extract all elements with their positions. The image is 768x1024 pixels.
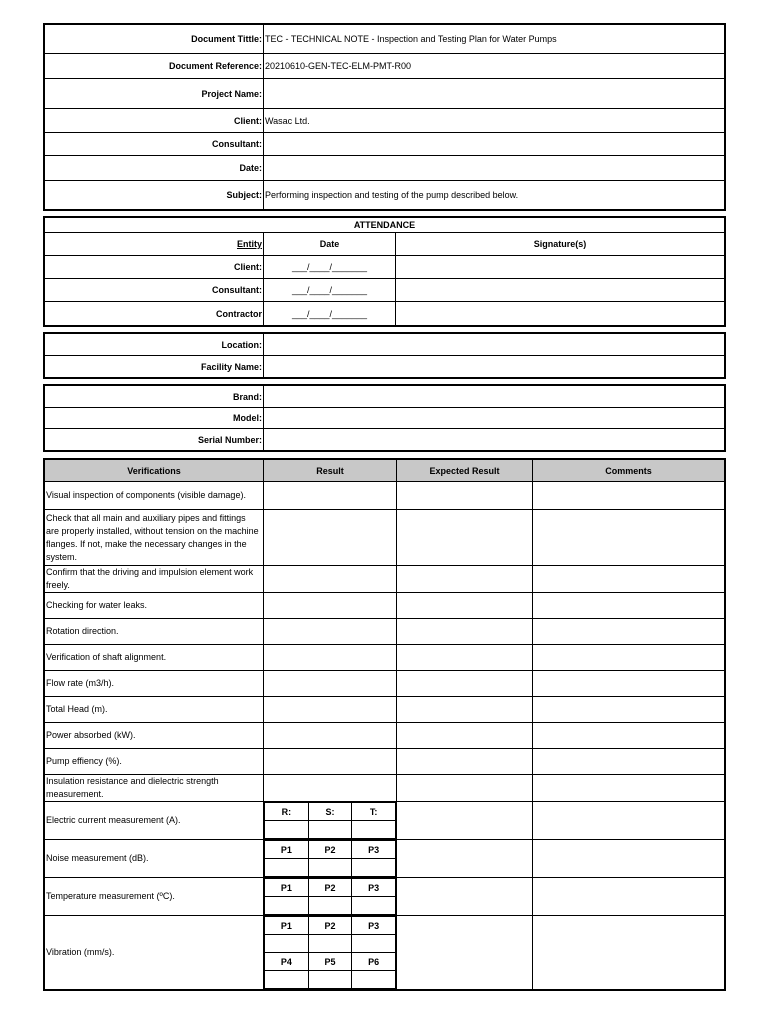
vibration-p5-label: P5 — [308, 953, 352, 971]
location-field[interactable] — [264, 334, 725, 356]
temperature-p2-value[interactable] — [308, 897, 352, 915]
document-reference-label: Document Reference: — [45, 54, 264, 79]
verifications-column-header: Verifications — [45, 460, 264, 482]
verification-item: Total Head (m). — [45, 697, 264, 723]
attendance-date-consultant[interactable]: ___/____/_______ — [264, 279, 396, 302]
temperature-measurement-label: Temperature measurement (ºC). — [45, 878, 264, 916]
table-row — [45, 482, 725, 510]
comments-cell[interactable] — [533, 645, 725, 671]
phase-s-value[interactable] — [308, 821, 352, 839]
expected-result-cell[interactable] — [397, 775, 533, 802]
attendance-signature-client[interactable] — [396, 256, 725, 279]
comments-cell[interactable] — [533, 510, 725, 566]
vibration-p1-label: P1 — [265, 917, 309, 935]
date-column-header: Date — [264, 233, 396, 256]
noise-p1-value[interactable] — [265, 859, 309, 877]
comments-cell[interactable] — [533, 878, 725, 916]
expected-result-cell[interactable] — [397, 802, 533, 840]
brand-field[interactable] — [264, 386, 725, 408]
serial-number-field[interactable] — [264, 429, 725, 451]
attendance-signature-consultant[interactable] — [396, 279, 725, 302]
vibration-p4-label: P4 — [265, 953, 309, 971]
vibration-p3-value[interactable] — [352, 935, 396, 953]
vibration-p6-label: P6 — [352, 953, 396, 971]
comments-cell[interactable] — [533, 840, 725, 878]
electric-current-label: Electric current measurement (A). — [45, 802, 264, 840]
result-cell[interactable] — [264, 749, 397, 775]
expected-result-cell[interactable] — [397, 840, 533, 878]
verification-item: Confirm that the driving and impulsion element work freely. — [45, 566, 264, 593]
verification-item: Checking for water leaks. — [45, 593, 264, 619]
verification-item: Power absorbed (kW). — [45, 723, 264, 749]
noise-p3-label: P3 — [352, 841, 396, 859]
date-label: Date: — [45, 156, 264, 181]
expected-result-cell[interactable] — [397, 566, 533, 593]
consultant-field[interactable] — [264, 133, 725, 156]
vibration-p2-label: P2 — [308, 917, 352, 935]
table-row — [45, 840, 725, 878]
result-cell[interactable] — [264, 671, 397, 697]
result-cell[interactable] — [264, 723, 397, 749]
comments-cell[interactable] — [533, 671, 725, 697]
table-row — [45, 697, 725, 723]
temperature-p3-value[interactable] — [352, 897, 396, 915]
verification-item: Visual inspection of components (visible damage). — [45, 482, 264, 510]
client-label: Client: — [45, 109, 264, 133]
verification-item: Flow rate (m3/h). — [45, 671, 264, 697]
attendance-title: ATTENDANCE — [45, 218, 725, 233]
noise-p2-label: P2 — [308, 841, 352, 859]
verification-item: Check that all main and auxiliary pipes and fittings are properly installed, without tension on the machine flanges. If not, make the necessary changes in the system. — [45, 510, 264, 566]
table-row — [45, 566, 725, 593]
table-row — [45, 916, 725, 990]
temperature-p1-label: P1 — [265, 879, 309, 897]
project-name-field[interactable] — [264, 79, 725, 109]
expected-result-cell[interactable] — [397, 593, 533, 619]
table-row — [45, 775, 725, 802]
result-cell[interactable] — [264, 593, 397, 619]
brand-label: Brand: — [45, 386, 264, 408]
expected-result-cell[interactable] — [397, 916, 533, 990]
expected-result-cell[interactable] — [397, 878, 533, 916]
facility-name-field[interactable] — [264, 356, 725, 378]
verification-item: Pump effiency (%). — [45, 749, 264, 775]
expected-result-cell[interactable] — [397, 697, 533, 723]
phase-t-label: T: — [352, 803, 396, 821]
verifications-table — [44, 459, 725, 990]
phase-r-value[interactable] — [265, 821, 309, 839]
temperature-measurement-result — [264, 878, 397, 916]
vibration-point-subgrid — [264, 916, 396, 989]
vibration-p2-value[interactable] — [308, 935, 352, 953]
comments-cell[interactable] — [533, 749, 725, 775]
result-cell[interactable] — [264, 619, 397, 645]
table-row — [45, 510, 725, 566]
noise-measurement-result — [264, 840, 397, 878]
subject-label: Subject: — [45, 181, 264, 210]
attendance-table — [44, 217, 725, 326]
table-row — [45, 749, 725, 775]
vibration-p5-value[interactable] — [308, 971, 352, 989]
comments-cell[interactable] — [533, 775, 725, 802]
temperature-p2-label: P2 — [308, 879, 352, 897]
expected-result-cell[interactable] — [397, 619, 533, 645]
comments-cell[interactable] — [533, 482, 725, 510]
result-cell[interactable] — [264, 482, 397, 510]
expected-result-cell[interactable] — [397, 482, 533, 510]
vibration-label: Vibration (mm/s). — [45, 916, 264, 990]
entity-column-header: Entity — [45, 233, 264, 256]
expected-result-cell[interactable] — [397, 723, 533, 749]
table-row — [45, 645, 725, 671]
vibration-p4-value[interactable] — [265, 971, 309, 989]
comments-cell[interactable] — [533, 697, 725, 723]
equipment-table — [44, 385, 725, 451]
facility-name-label: Facility Name: — [45, 356, 264, 378]
expected-result-cell[interactable] — [397, 749, 533, 775]
phase-s-label: S: — [308, 803, 352, 821]
electric-current-result — [264, 802, 397, 840]
model-field[interactable] — [264, 408, 725, 429]
comments-cell[interactable] — [533, 802, 725, 840]
result-cell[interactable] — [264, 510, 397, 566]
vibration-p3-label: P3 — [352, 917, 396, 935]
noise-point-subgrid — [264, 840, 396, 877]
noise-p1-label: P1 — [265, 841, 309, 859]
expected-result-column-header: Expected Result — [397, 460, 533, 482]
verification-item: Rotation direction. — [45, 619, 264, 645]
table-row — [45, 619, 725, 645]
expected-result-cell[interactable] — [397, 510, 533, 566]
consultant-label: Consultant: — [45, 133, 264, 156]
document-title-value: TEC - TECHNICAL NOTE - Inspection and Testing Plan for Water Pumps — [264, 25, 725, 54]
temperature-point-subgrid — [264, 878, 396, 915]
table-row — [45, 671, 725, 697]
attendance-entity-client: Client: — [45, 256, 264, 279]
temperature-p3-label: P3 — [352, 879, 396, 897]
document-reference-value: 20210610-GEN-TEC-ELM-PMT-R00 — [264, 54, 725, 79]
attendance-entity-contractor: Contractor — [45, 302, 264, 326]
location-label: Location: — [45, 334, 264, 356]
verification-item: Insulation resistance and dielectric strength measurement. — [45, 775, 264, 802]
result-cell[interactable] — [264, 566, 397, 593]
result-column-header: Result — [264, 460, 397, 482]
temperature-p1-value[interactable] — [265, 897, 309, 915]
document-header-table — [44, 24, 725, 210]
attendance-date-client[interactable]: ___/____/_______ — [264, 256, 396, 279]
comments-cell[interactable] — [533, 916, 725, 990]
result-cell[interactable] — [264, 775, 397, 802]
document-title-label: Document Tittle: — [45, 25, 264, 54]
noise-measurement-label: Noise measurement (dB). — [45, 840, 264, 878]
subject-value: Performing inspection and testing of the pump described below. — [264, 181, 725, 210]
table-row — [45, 593, 725, 619]
verification-item: Verification of shaft alignment. — [45, 645, 264, 671]
result-cell[interactable] — [264, 697, 397, 723]
vibration-result — [264, 916, 397, 990]
attendance-entity-consultant: Consultant: — [45, 279, 264, 302]
comments-column-header: Comments — [533, 460, 725, 482]
expected-result-cell[interactable] — [397, 645, 533, 671]
client-value: Wasac Ltd. — [264, 109, 725, 133]
project-name-label: Project Name: — [45, 79, 264, 109]
result-cell[interactable] — [264, 645, 397, 671]
model-label: Model: — [45, 408, 264, 429]
date-field[interactable] — [264, 156, 725, 181]
location-table — [44, 333, 725, 378]
comments-cell[interactable] — [533, 566, 725, 593]
attendance-date-contractor[interactable]: ___/____/_______ — [264, 302, 396, 326]
comments-cell[interactable] — [533, 723, 725, 749]
table-row — [45, 723, 725, 749]
table-row — [45, 878, 725, 916]
noise-p3-value[interactable] — [352, 859, 396, 877]
phase-subgrid — [264, 802, 396, 839]
phase-t-value[interactable] — [352, 821, 396, 839]
comments-cell[interactable] — [533, 593, 725, 619]
vibration-p6-value[interactable] — [352, 971, 396, 989]
vibration-p1-value[interactable] — [265, 935, 309, 953]
table-row — [45, 802, 725, 840]
attendance-signature-contractor[interactable] — [396, 302, 725, 326]
comments-cell[interactable] — [533, 619, 725, 645]
expected-result-cell[interactable] — [397, 671, 533, 697]
phase-r-label: R: — [265, 803, 309, 821]
serial-number-label: Serial Number: — [45, 429, 264, 451]
signature-column-header: Signature(s) — [396, 233, 725, 256]
noise-p2-value[interactable] — [308, 859, 352, 877]
